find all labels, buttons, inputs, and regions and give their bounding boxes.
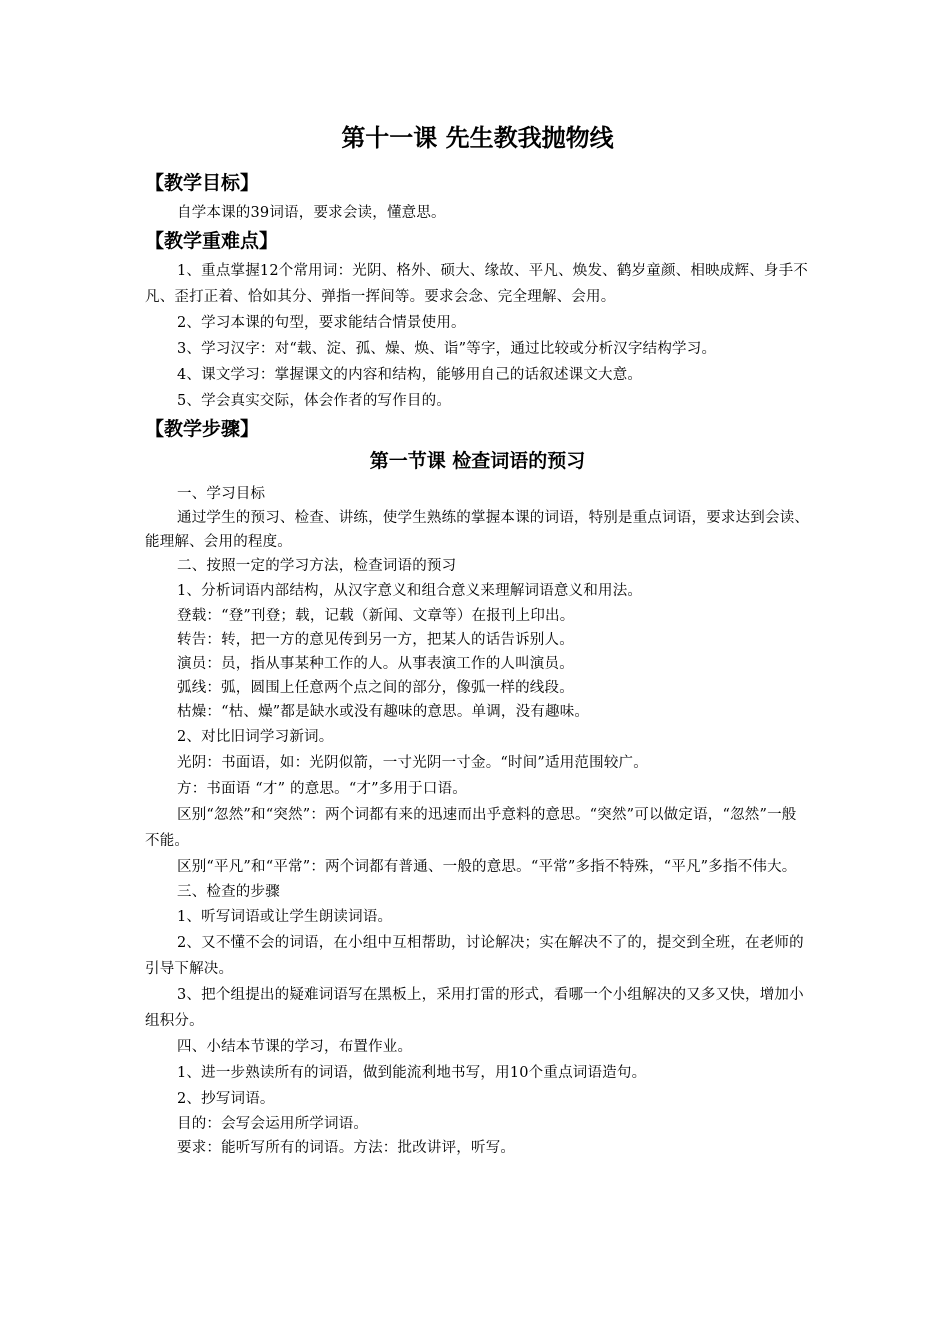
goals-heading: 【教学目标】	[145, 172, 260, 194]
document-page	[145, 122, 810, 1160]
steps-heading: 【教学步骤】	[145, 418, 260, 440]
lesson-paragraph: 一、学习目标	[177, 486, 266, 502]
key-paragraph: 4、课文学习：掌握课文的内容和结构，能够用自己的话叙述课文大意。	[177, 367, 643, 383]
lesson-paragraph: 方：书面语 “才” 的意思。“才”多用于口语。	[177, 781, 467, 797]
key-points-heading: 【教学重难点】	[145, 230, 279, 252]
lesson-paragraph: 2、又不懂不会的词语，在小组中互相帮助，讨论解决；实在解决不了的，提交到全班，在老师的引导下解决。	[145, 935, 804, 977]
lesson-paragraph: 区别“忽然”和“突然”：两个词都有来的迅速而出乎意料的意思。“突然”可以做定语，“忽然”一般不能。	[145, 807, 797, 849]
goals-paragraph: 自学本课的39词语，要求会读，懂意思。	[177, 205, 446, 221]
key-paragraph: 1、重点掌握12个常用词：光阴、格外、硕大、缘故、平凡、焕发、鹤岁童颜、相映成辉、身手不凡、歪打正着、恰如其分、弹指一挥间等。要求会念、完全理解、会用。	[145, 263, 808, 305]
lesson-paragraph: 四、小结本节课的学习，布置作业。	[177, 1039, 413, 1055]
lesson-paragraph: 三、检查的步骤	[177, 884, 280, 900]
lesson-paragraph: 演员：员，指从事某种工作的人。从事表演工作的人叫演员。	[177, 656, 574, 672]
lesson-paragraph: 通过学生的预习、检查、讲练，使学生熟练的掌握本课的词语，特别是重点词语，要求达到会读、能理解、会用的程度。	[145, 510, 810, 550]
lesson-paragraph: 二、按照一定的学习方法，检查词语的预习	[177, 558, 457, 574]
lesson-paragraph: 3、把个组提出的疑难词语写在黑板上，采用打雷的形式，看哪一个小组解决的又多又快，增加小组积分。	[145, 987, 804, 1029]
lesson-paragraph: 区别“平凡”和“平常”：两个词都有普通、一般的意思。“平常”多指不特殊，“平凡”多指不伟大。	[177, 859, 797, 875]
lesson-paragraph: 目的：会写会运用所学词语。	[177, 1116, 369, 1132]
key-paragraph: 2、学习本课的句型，要求能结合情景使用。	[177, 315, 466, 331]
key-paragraph: 5、学会真实交际，体会作者的写作目的。	[177, 393, 452, 409]
lesson-paragraph: 登载：“登”刊登；载，记载（新闻、文章等）在报刊上印出。	[177, 608, 575, 624]
lesson-paragraph: 光阴：书面语，如：光阴似箭，一寸光阴一寸金。“时间”适用范围较广。	[177, 755, 648, 771]
lesson-paragraph: 2、抄写词语。	[177, 1091, 275, 1107]
page-title: 第十一课 先生教我抛物线	[341, 123, 614, 152]
key-paragraph: 3、学习汉字：对“载、淀、孤、燥、焕、诣”等字，通过比较或分析汉字结构学习。	[177, 341, 717, 357]
lesson-paragraph: 枯燥：“枯、燥”都是缺水或没有趣味的意思。单调，没有趣味。	[177, 704, 590, 720]
lesson-paragraph: 1、进一步熟读所有的词语，做到能流利地书写，用10个重点词语造句。	[177, 1065, 647, 1081]
lesson-paragraph: 弧线：弧，圆围上任意两个点之间的部分，像弧一样的线段。	[177, 680, 574, 696]
lesson-paragraph: 转告：转，把一方的意见传到另一方，把某人的话告诉别人。	[177, 632, 574, 648]
lesson-subtitle: 第一节课 检查词语的预习	[369, 450, 586, 472]
lesson-paragraph: 2、对比旧词学习新词。	[177, 729, 334, 745]
lesson-paragraph: 1、分析词语内部结构，从汉字意义和组合意义来理解词语意义和用法。	[177, 583, 643, 599]
lesson-paragraph: 1、听写词语或让学生朗读词语。	[177, 909, 393, 925]
lesson-paragraph: 要求：能听写所有的词语。方法：批改讲评，听写。	[177, 1140, 516, 1156]
